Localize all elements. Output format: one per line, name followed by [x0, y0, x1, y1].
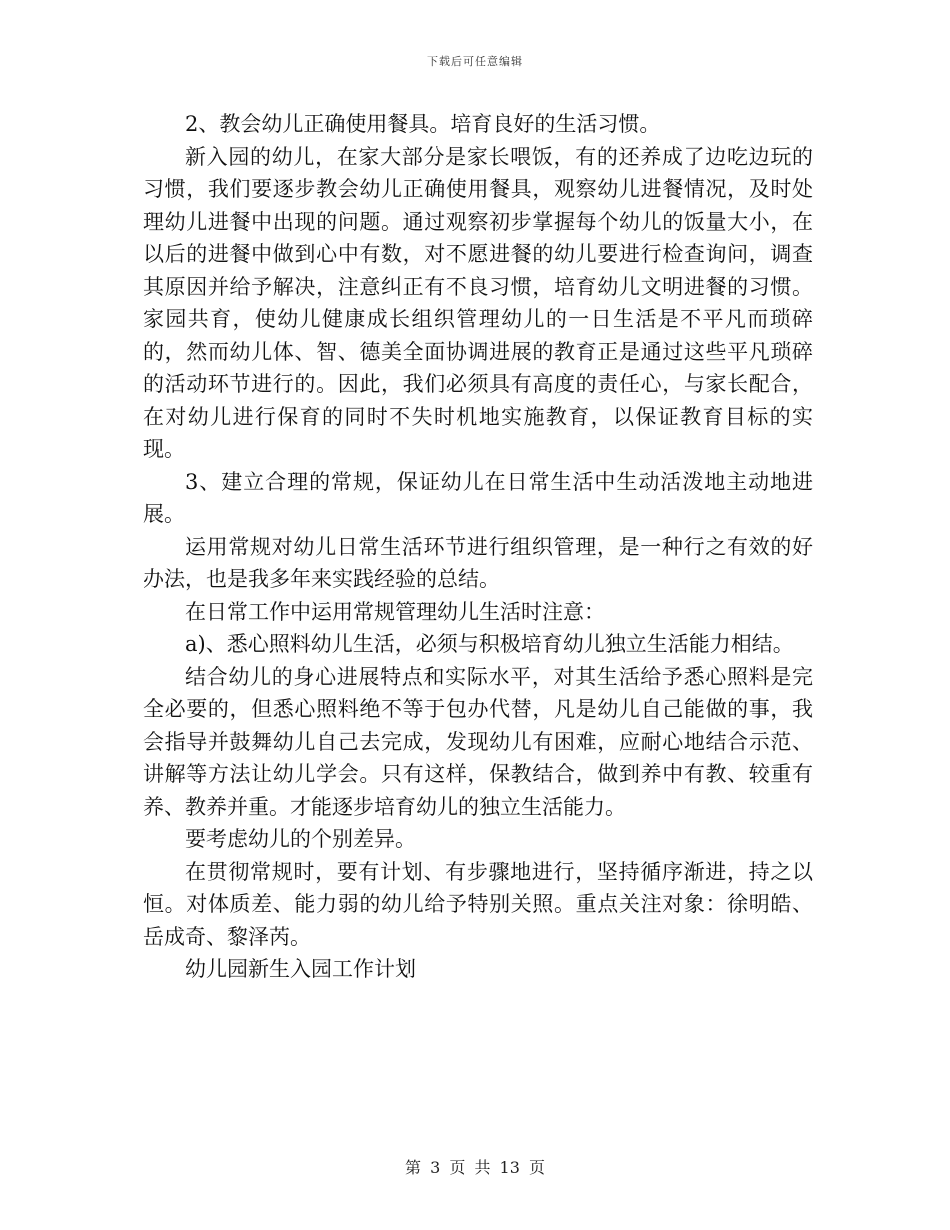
- paragraph-individual-differences: 要考虑幼儿的个别差异。: [185, 827, 416, 851]
- page-header: 下载后可任意编辑: [427, 55, 523, 68]
- paragraph-routine-management: 运用常规对幼儿日常生活环节进行组织管理，是一种行之有效的好办法，也是我多年来实践经验的总结。: [143, 534, 813, 591]
- paragraph-section-3-heading: 3、建立合理的常规，保证幼儿在日常生活中生动活泼地主动地进展。: [143, 469, 813, 526]
- paragraph-section-2-heading: 2、教会幼儿正确使用餐具。培育良好的生活习惯。: [185, 112, 661, 136]
- paragraph-notes-intro: 在日常工作中运用常规管理幼儿生活时注意：: [185, 599, 605, 624]
- paragraph-plan-title: 幼儿园新生入园工作计划: [185, 957, 416, 981]
- paragraph-point-a: a)、悉心照料幼儿生活，必须与积极培育幼儿独立生活能力相结。: [185, 632, 794, 656]
- paragraph-independence: 结合幼儿的身心进展特点和实际水平，对其生活给予悉心照料是完全必要的，但悉心照料绝不等于包办代替，凡是幼儿自己能做的事，我会指导并鼓舞幼儿自己去完成，发现幼儿有困难，应耐心地结合示范、讲解等方法让幼儿学会。只有这样，保教结合，做到养中有教、较重有养、教养并重。才能逐步培育幼儿的独立生活能力。: [143, 664, 813, 819]
- document-body: [143, 108, 813, 986]
- paragraph-gradual-progress: 在贯彻常规时，要有计划、有步骤地进行，坚持循序渐进，持之以恒。对体质差、能力弱的幼儿给予特别关照。重点关注对象：徐明皓、岳成奇、黎泽芮。: [143, 859, 813, 949]
- page-footer: 第 3 页 共 13 页: [405, 1158, 545, 1177]
- paragraph-meal-habits: 新入园的幼儿，在家大部分是家长喂饭，有的还养成了边吃边玩的习惯，我们要逐步教会幼儿正确使用餐具，观察幼儿进餐情况，及时处理幼儿进餐中出现的问题。通过观察初步掌握每个幼儿的饭量大小，在以后的进餐中做到心中有数，对不愿进餐的幼儿要进行检查询问，调查其原因并给予解决，注意纠正有不良习惯，培育幼儿文明进餐的习惯。家园共育，使幼儿健康成长组织管理幼儿的一日生活是不平凡而琐碎的，然而幼儿体、智、德美全面协调进展的教育正是通过这些平凡琐碎的活动环节进行的。因此，我们必须具有高度的责任心，与家长配合，在对幼儿进行保育的同时不失时机地实施教育，以保证教育目标的实现。: [143, 144, 813, 461]
